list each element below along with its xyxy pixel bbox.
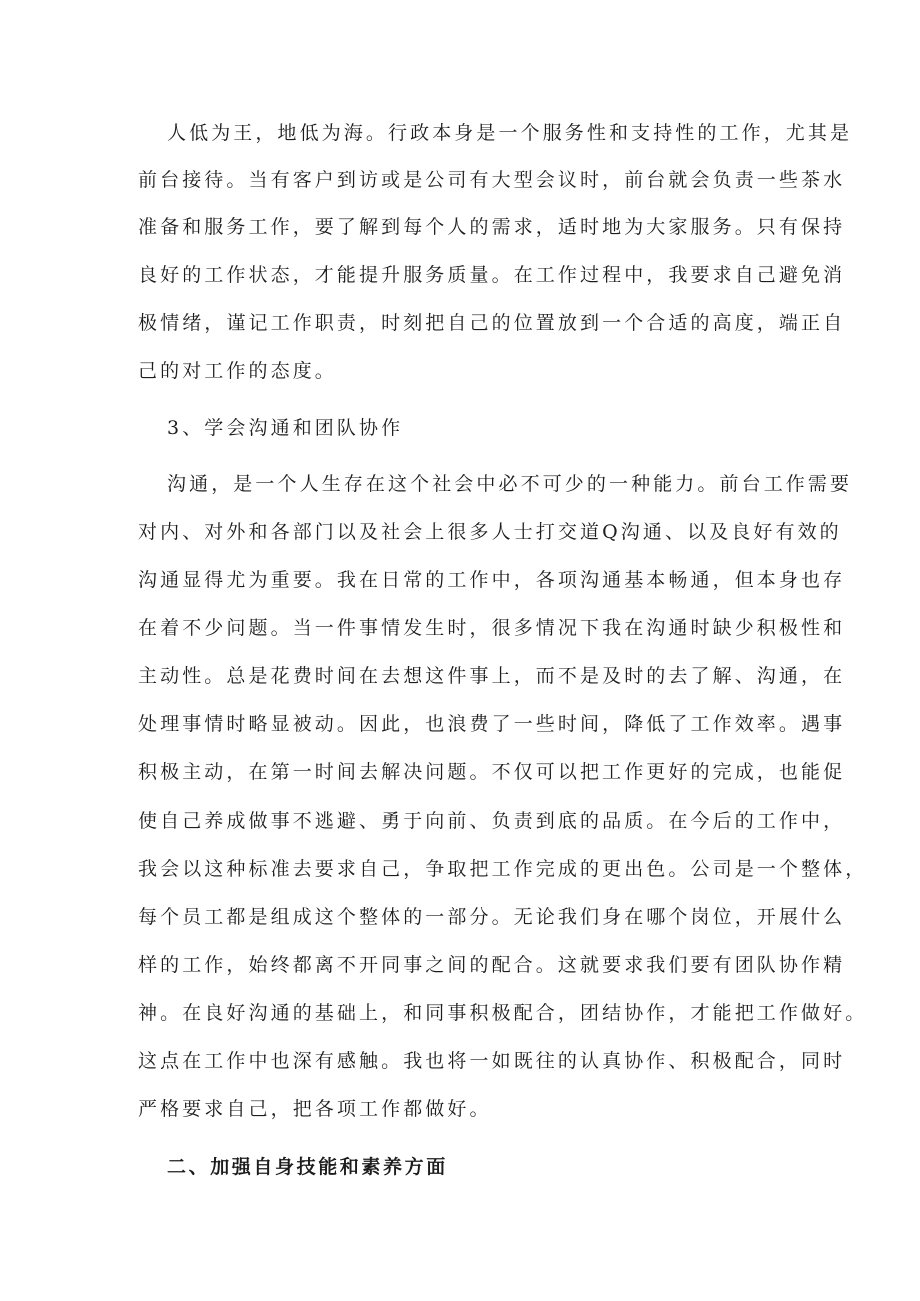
paragraph-1-line: 前台接待。当有客户到访或是公司有大型会议时，前台就会负责一些茶水 xyxy=(138,169,846,191)
subheading-3: 3、学会沟通和团队协作 xyxy=(167,417,404,439)
paragraph-2-line: 沟通，是一个人生存在这个社会中必不可少的一种能力。前台工作需要 xyxy=(167,473,853,495)
paragraph-2-line: 主动性。总是花费时间在去想这件事上，而不是及时的去了解、沟通，在 xyxy=(138,665,846,687)
paragraph-2-line: 这点在工作中也深有感触。我也将一如既往的认真协作、积极配合，同时 xyxy=(138,1050,846,1072)
paragraph-2-line: 样的工作，始终都离不开同事之间的配合。这就要求我们要有团队协作精 xyxy=(138,954,846,976)
paragraph-2-line: 神。在良好沟通的基础上，和同事积极配合，团结协作，才能把工作做好。 xyxy=(138,1002,868,1024)
paragraph-2-line: 积极主动，在第一时间去解决问题。不仅可以把工作更好的完成，也能促 xyxy=(138,761,846,783)
paragraph-2-line: 在着不少问题。当一件事情发生时，很多情况下我在沟通时缺少积极性和 xyxy=(138,617,846,639)
paragraph-2-line: 每个员工都是组成这个整体的一部分。无论我们身在哪个岗位，开展什么 xyxy=(138,906,846,928)
paragraph-1-line: 人低为王，地低为海。行政本身是一个服务性和支持性的工作，尤其是 xyxy=(167,122,853,144)
paragraph-1-line: 极情绪，谨记工作职责，时刻把自己的位置放到一个合适的高度，端正自 xyxy=(138,312,846,334)
paragraph-2-line: 沟通显得尤为重要。我在日常的工作中，各项沟通基本畅通，但本身也存 xyxy=(138,569,846,591)
paragraph-1-line: 准备和服务工作，要了解到每个人的需求，适时地为大家服务。只有保持 xyxy=(138,216,846,238)
section-heading-2: 二、加强自身技能和素养方面 xyxy=(167,1156,448,1178)
paragraph-1-line: 良好的工作状态，才能提升服务质量。在工作过程中，我要求自己避免消 xyxy=(138,264,846,286)
paragraph-2-line: 对内、对外和各部门以及社会上很多人士打交道Q沟通、以及良好有效的 xyxy=(138,521,842,543)
paragraph-2-line: 我会以这种标准去要求自己，争取把工作完成的更出色。公司是一个整体， xyxy=(138,858,868,880)
paragraph-2-line: 使自己养成做事不逃避、勇于向前、负责到底的品质。在今后的工作中， xyxy=(138,810,846,832)
paragraph-2-line: 处理事情时略显被动。因此，也浪费了一些时间，降低了工作效率。遇事 xyxy=(138,713,846,735)
paragraph-1-line: 己的对工作的态度。 xyxy=(138,360,337,382)
paragraph-2-line: 严格要求自己，把各项工作都做好。 xyxy=(138,1098,492,1120)
